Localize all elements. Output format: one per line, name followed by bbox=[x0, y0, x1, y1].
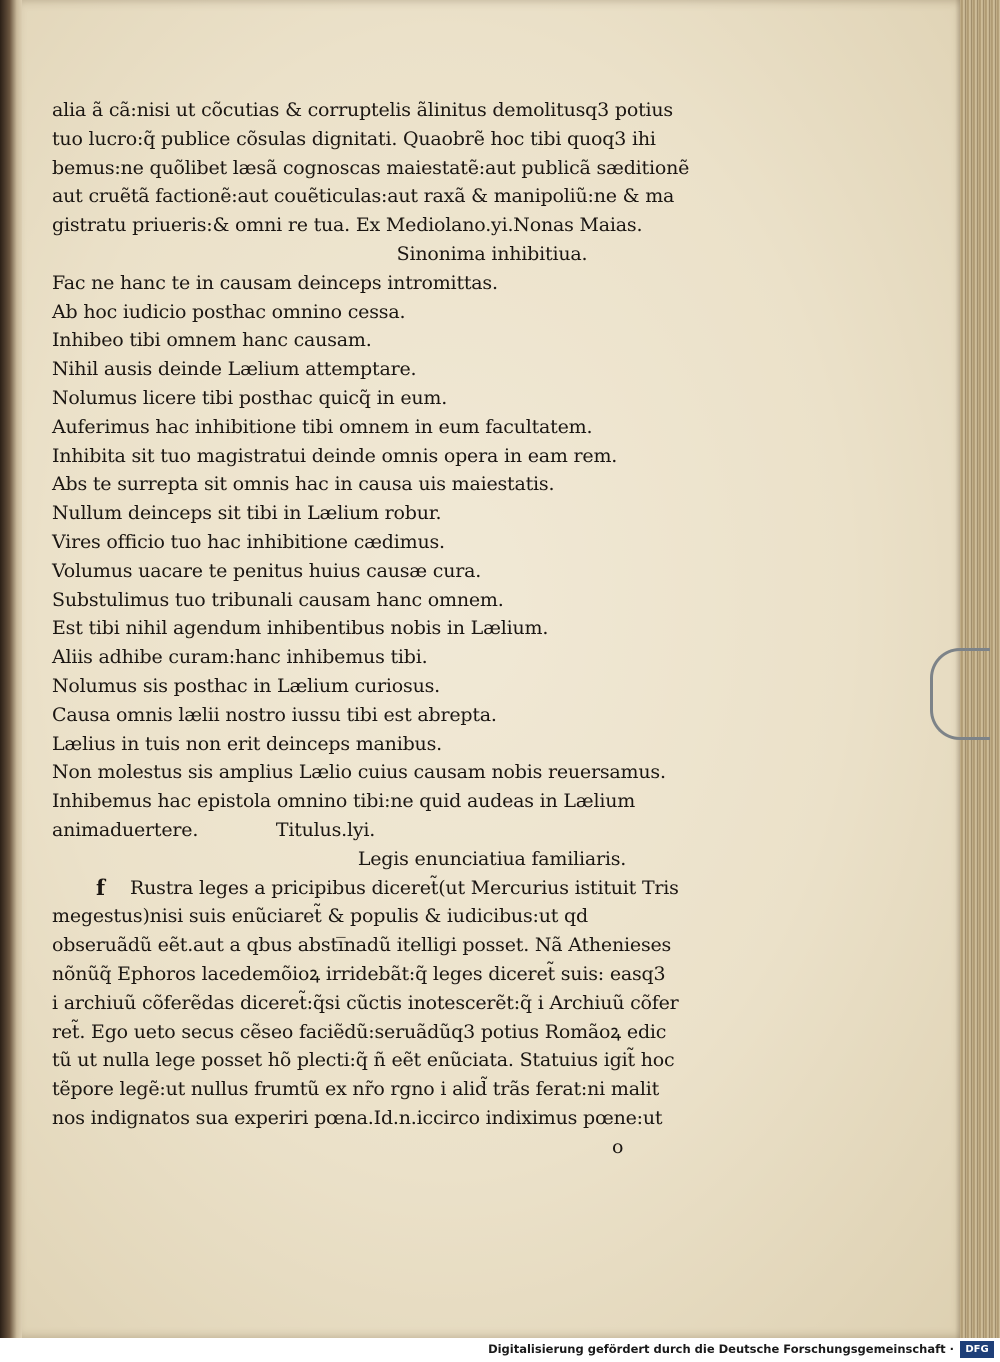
text-line: aut cruẽtã factionẽ:aut couẽticulas:aut raxã & manipoliũ:ne & ma bbox=[52, 185, 675, 208]
synonym-line: Nihil ausis deinde Lælium attemptare. bbox=[52, 358, 417, 381]
legis-heading: Legis enunciatiua familiaris. bbox=[357, 847, 627, 870]
text-line: obseruãdũ eẽt.aut a qbus absti̅nadũ itelligi posset. Nã Athenieses bbox=[52, 934, 672, 957]
synonym-line: Nolumus sis posthac in Lælium curiosus. bbox=[52, 674, 440, 697]
section-letter: f bbox=[96, 874, 105, 900]
synonym-line: Auferimus hac inhibitione tibi omnem in eum facultatem. bbox=[52, 415, 593, 438]
legis-first-text: Rustra leges a pricipibus diceret̃(ut Mercurius istituit Tris bbox=[130, 876, 679, 899]
synonym-line: Aliis adhibe curam:hanc inhibemus tibi. bbox=[52, 646, 428, 669]
synonym-line: Causa omnis lælii nostro iussu tibi est abrepta. bbox=[52, 703, 497, 726]
synonym-line: Non molestus sis amplius Lælio cuius causam nobis reuersamus. bbox=[52, 761, 666, 784]
legis-first-line bbox=[52, 874, 932, 903]
synonym-line: Abs te surrepta sit omnis hac in causa uis maiestatis. bbox=[52, 473, 555, 496]
synonym-line: Inhibita sit tuo magistratui deinde omnis opera in eam rem. bbox=[52, 444, 618, 467]
synonym-line: Ab hoc iudicio posthac omnino cessa. bbox=[52, 300, 406, 323]
synonym-line: Lælius in tuis non erit deinceps manibus. bbox=[52, 732, 442, 755]
text-line: tẽpore legẽ:ut nullus frumtũ ex nr̃o rgno i alid̃ trãs ferat:ni malit bbox=[52, 1078, 660, 1101]
signature-mark: o bbox=[612, 1135, 624, 1158]
synonym-line: Vires officio tuo hac inhibitione cædimus. bbox=[52, 530, 445, 553]
synonym-line: Nolumus licere tibi posthac quicq̃ in eum. bbox=[52, 386, 448, 409]
dfg-logo: DFG bbox=[960, 1341, 994, 1358]
synonyma-list bbox=[52, 269, 932, 816]
footer-bar bbox=[0, 1338, 1000, 1362]
text-line: ret̃. Ego ueto secus cẽseo faciẽdũ:seruãdũq3 potius Romãoꝝ edic bbox=[52, 1020, 667, 1043]
text-line: tũ ut nulla lege posset hõ plecti:q̃ ñ eẽt enũciata. Statuius igit̃ hoc bbox=[52, 1049, 675, 1072]
synonym-line: Inhibeo tibi omnem hanc causam. bbox=[52, 329, 372, 352]
paper-clip bbox=[930, 648, 990, 740]
synonym-line: Volumus uacare te penitus huius causæ cura. bbox=[52, 559, 482, 582]
text-line: nõnũq̃ Ephoros lacedemõioꝝ irridebãt:q̃ leges diceret̃ suis: easq3 bbox=[52, 962, 666, 985]
legis-body bbox=[52, 902, 932, 1132]
last-line-start: animaduertere. bbox=[52, 818, 199, 841]
titulus-line bbox=[52, 816, 932, 845]
page-text bbox=[52, 96, 932, 1161]
text-line: tuo lucro:q̃ publice cõsulas dignitati. Quaobrẽ hoc tibi quoq3 ihi bbox=[52, 127, 656, 150]
text-line: bemus:ne quõlibet læsã cognoscas maiestatẽ:aut publicã sæditionẽ bbox=[52, 156, 690, 179]
text-line: gistratu priueris:& omni re tua. Ex Mediolano.yi.Nonas Maias. bbox=[52, 214, 643, 237]
top-paragraph bbox=[52, 96, 932, 240]
text-line: megestus)nisi suis enũciaret̃ & populis & iudicibus:ut qd bbox=[52, 905, 588, 928]
synonym-line: Est tibi nihil agendum inhibentibus nobis in Lælium. bbox=[52, 617, 549, 640]
synonym-line: Fac ne hanc te in causam deinceps intromittas. bbox=[52, 271, 498, 294]
synonym-line: Nullum deinceps sit tibi in Lælium robur. bbox=[52, 502, 442, 525]
text-line: alia ã cã:nisi ut cõcutias & corruptelis ãlinitus demolitusq3 potius bbox=[52, 99, 673, 121]
footer-credit: Digitalisierung gefördert durch die Deutsche Forschungsgemeinschaft · bbox=[488, 1342, 954, 1356]
text-line: i archiuũ cõferẽdas diceret̃:q̃si cũctis inotescerẽt:q̃ i Archiuũ cõfer bbox=[52, 991, 679, 1014]
text-line: nos indignatos sua experiri pœna.Id.n.iccirco indiximus pœne:ut bbox=[52, 1106, 663, 1129]
synonym-line: Substulimus tuo tribunali causam hanc omnem. bbox=[52, 588, 504, 611]
synonym-line: Inhibemus hac epistola omnino tibi:ne quid audeas in Lælium bbox=[52, 790, 636, 813]
titulus: Titulus.lyi. bbox=[275, 818, 376, 841]
synonyma-heading: Sinonima inhibitiua. bbox=[396, 242, 588, 265]
book-left-edge bbox=[0, 0, 24, 1338]
